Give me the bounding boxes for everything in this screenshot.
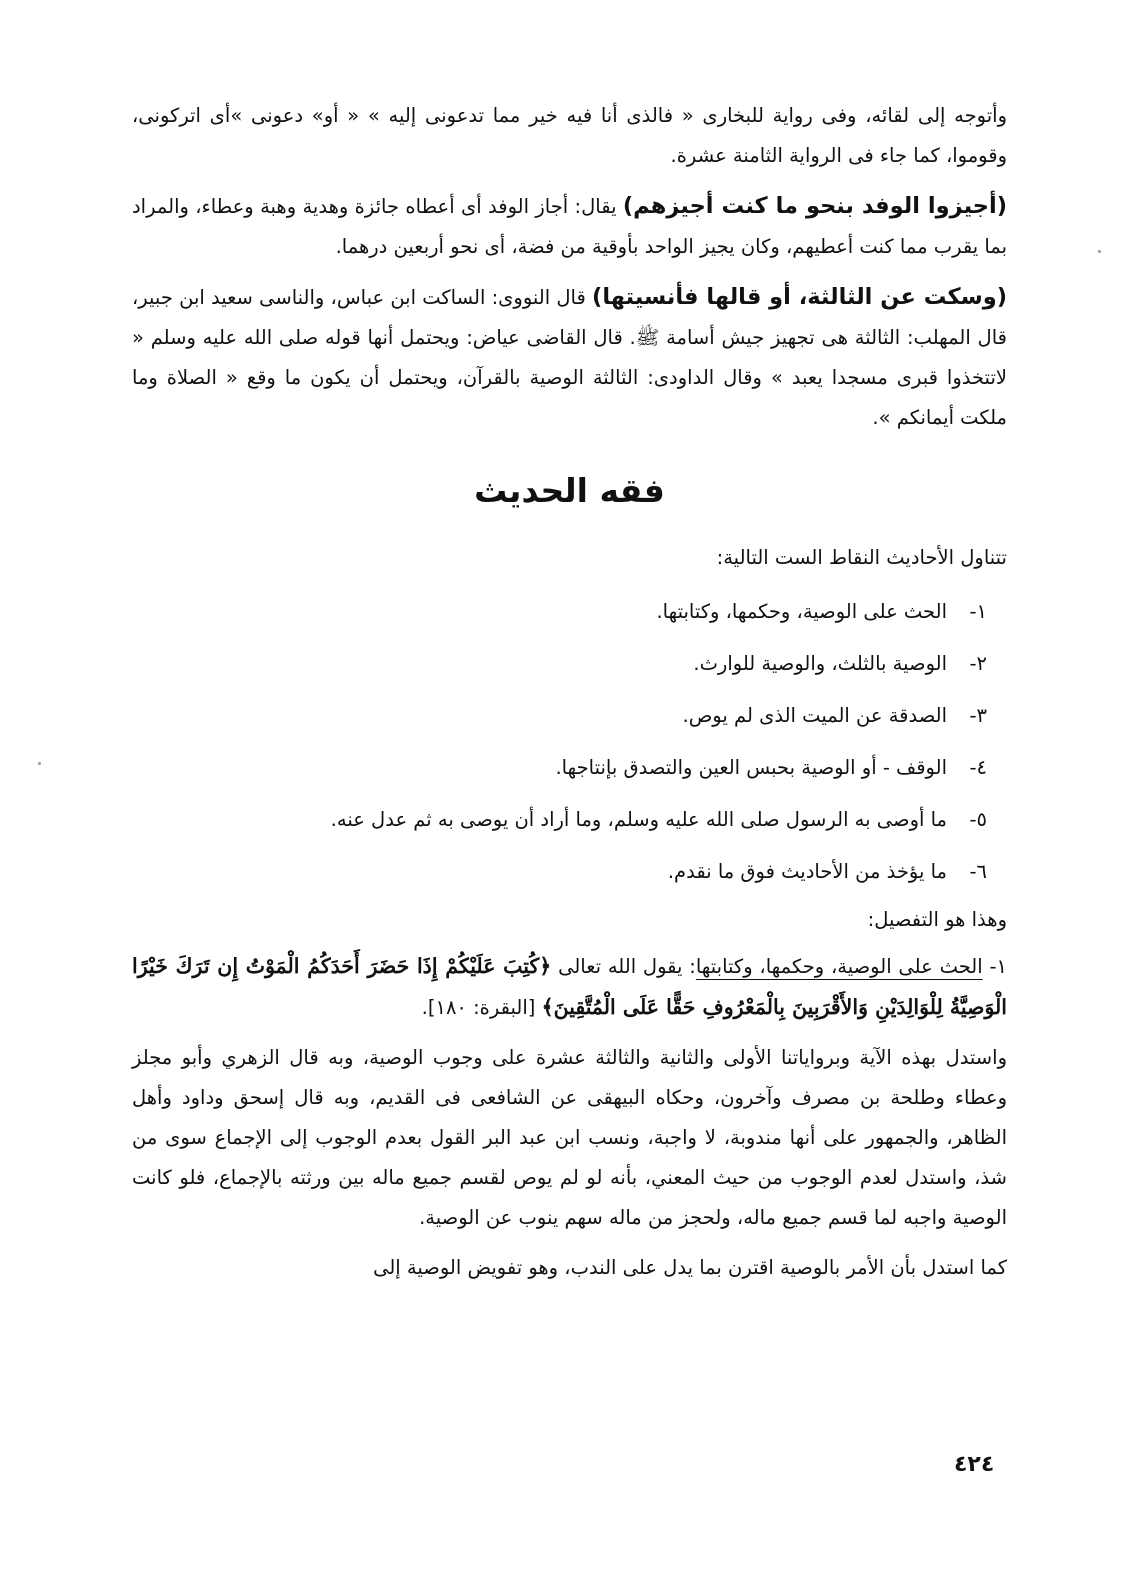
verse-reference: [البقرة: ١٨٠]. xyxy=(421,996,542,1019)
paragraph-recommendation: كما استدل بأن الأمر بالوصية اقترن بما يدل على الندب، وهو تفويض الوصية إلى xyxy=(373,1256,1007,1279)
hadith-phrase-heading: (وسكت عن الثالثة، أو قالها فأنسيتها) xyxy=(592,284,1007,310)
page-number: ٤٢٤ xyxy=(954,1452,995,1477)
paragraph-text: يقال: أجاز الوفد أى أعطاه جائزة وهدية وهبة وعطاء، والمراد بما يقرب مما كنت أعطيهم، وكان يجيز الواحد بأوقية من فضة، أى نحو أربعين درهما. xyxy=(132,195,1007,258)
scan-speck xyxy=(38,762,41,765)
list-item-number: ٦- xyxy=(969,860,987,883)
detail-number: ١- xyxy=(982,955,1008,978)
list-item-number: ٥- xyxy=(969,808,987,831)
points-list xyxy=(132,586,1007,898)
list-item-text: الوقف - أو الوصية بحبس العين والتصدق بإنتاجها. xyxy=(555,756,947,779)
list-item-number: ٤- xyxy=(969,756,987,779)
quran-verse: ﴿كُتِبَ عَلَيْكُمْ إِذَا حَضَرَ أَحَدَكُمُ الْمَوْتُ إِن تَرَكَ خَيْرًا الْوَصِيَّةُ لِلْوَالِدَيْنِ وَالأَقْرَبِينَ بِالْمَعْرُوفِ حَقًّا عَلَى الْمُتَّقِينَ﴾ xyxy=(132,954,1007,1019)
list-item xyxy=(132,742,987,794)
list-item-text: ما يؤخذ من الأحاديث فوق ما نقدم. xyxy=(667,860,947,883)
section-intro: تتناول الأحاديث النقاط الست التالية: xyxy=(716,546,1007,569)
list-item-number: ١- xyxy=(969,600,987,623)
paragraph-third-matter xyxy=(132,277,1007,438)
list-item-text: الحث على الوصية، وحكمها، وكتابتها. xyxy=(656,600,947,623)
list-item-text: الصدقة عن الميت الذى لم يوص. xyxy=(682,704,947,727)
paragraph-continuation xyxy=(132,96,1007,176)
paragraph-text: وأتوجه إلى لقائه، وفى رواية للبخارى « فالذى أنا فيه خير مما تدعونى إليه » « أو» دعونى »أى اتركونى، وقوموا، كما جاء فى الرواية الثامنة عشرة. xyxy=(132,104,1007,167)
section-title: فقه الحديث xyxy=(474,471,665,510)
list-item-text: ما أوصى به الرسول صلى الله عليه وسلم، وما أراد أن يوصى به ثم عدل عنه. xyxy=(330,808,947,831)
paragraph-ajizu xyxy=(132,186,1007,267)
paragraph-obligation: واستدل بهذه الآية وبرواياتنا الأولى والثانية والثالثة عشرة على وجوب الوصية، وبه قال الزهري وأبو مجلز وعطاء وطلحة بن مصرف وآخرون، وحكاه البيهقى عن الشافعى فى القديم، وبه قال إسحق وداود وأهل الظاهر، والجمهور على أنها مندوبة، لا واجبة، ونسب ابن عبد البر القول بعدم الوجوب إلى الإجماع سوى من شذ، واستدل لعدم الوجوب من حيث المعني، بأنه لو لم يوص لقسم جميع ماله بين ورثته بالإجماع، فلو كانت الوصية واجبه لما قسم جميع ماله، ولحجز من ماله سهم ينوب عن الوصية. xyxy=(132,1046,1007,1229)
list-item-number: ٢- xyxy=(969,652,987,675)
list-item xyxy=(132,794,987,846)
list-item-text: الوصية بالثلث، والوصية للوارث. xyxy=(693,652,947,675)
paragraph-text: قال النووى: الساكت ابن عباس، والناسى سعيد ابن جبير، قال المهلب: الثالثة هى تجهيز جيش أسامة ﷺ. قال القاضى عياض: ويحتمل أنها قوله صلى الله عليه وسلم « لاتتخذوا قبرى مسجدا يعبد » وقال الداودى: الثالثة الوصية بالقرآن، ويحتمل أن يكون ما وقع « الصلاة وما ملكت أيمانكم ». xyxy=(132,286,1007,429)
scan-speck xyxy=(1098,250,1101,253)
list-item-number: ٣- xyxy=(969,704,987,727)
page-body xyxy=(132,96,1007,1298)
list-item xyxy=(132,846,987,898)
list-item xyxy=(132,690,987,742)
list-item xyxy=(132,586,987,638)
detail-text: : يقول الله تعالى xyxy=(551,955,696,978)
detail-paragraph-1 xyxy=(132,946,1007,1028)
detail-heading: الحث على الوصية، وحكمها، وكتابتها xyxy=(695,955,983,978)
list-item xyxy=(132,638,987,690)
hadith-phrase-heading: (أجيزوا الوفد بنحو ما كنت أجيزهم) xyxy=(622,193,1007,219)
details-intro: وهذا هو التفصيل: xyxy=(867,908,1007,931)
